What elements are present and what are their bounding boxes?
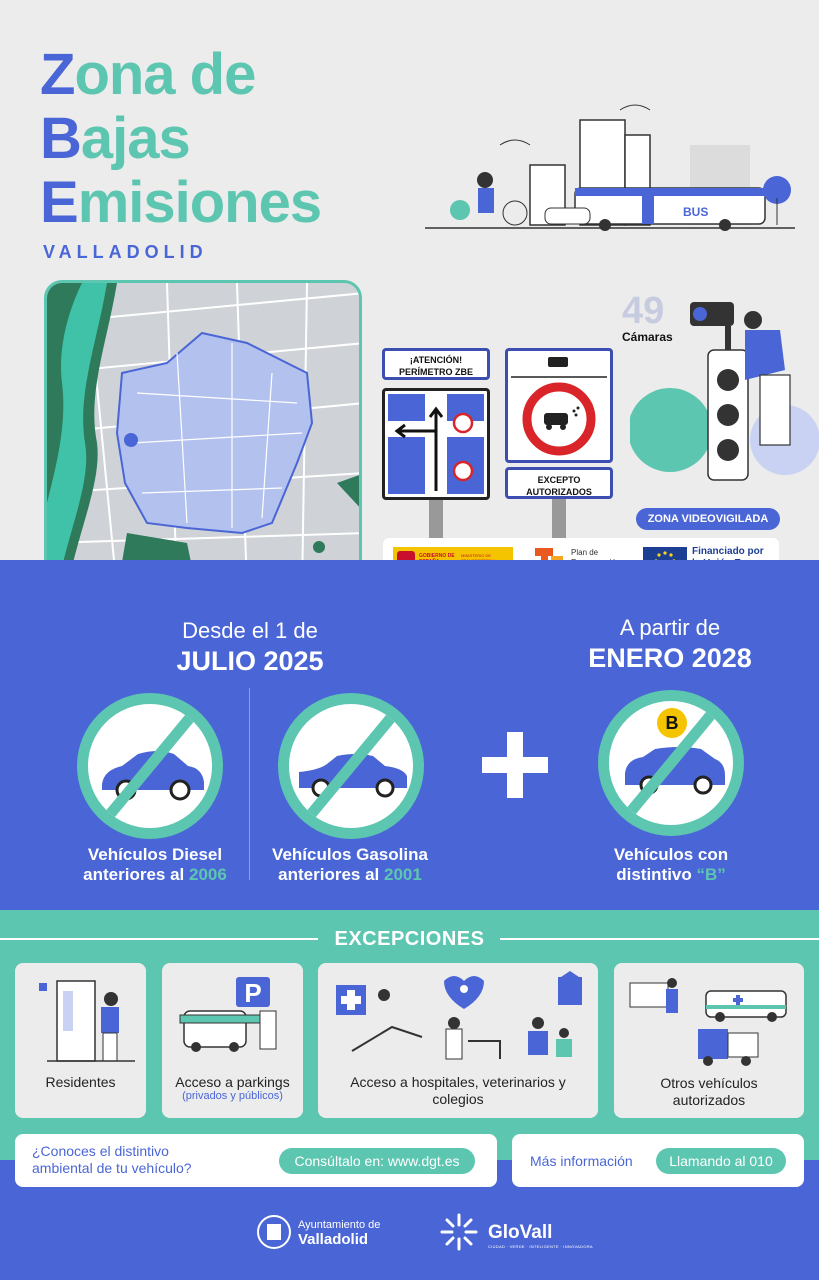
phase-2-heading bbox=[540, 615, 800, 674]
more-info-label: Más información bbox=[530, 1153, 633, 1169]
diesel-prohibited-icon bbox=[77, 693, 223, 839]
prohibited-vehicle-icon bbox=[508, 351, 610, 460]
phase-1-date: JULIO 2025 bbox=[176, 646, 324, 676]
phase-2-intro: A partir de bbox=[619, 615, 721, 640]
resident-door-icon bbox=[37, 977, 137, 1067]
plus-icon bbox=[480, 730, 550, 800]
gasoline-prohibited-icon bbox=[278, 693, 424, 839]
parkings-sublabel: (privados y públicos) bbox=[182, 1090, 283, 1102]
exception-card-parkings bbox=[162, 963, 303, 1118]
zbe-direction-sign bbox=[382, 388, 490, 500]
city-subtitle: VALLADOLID bbox=[43, 242, 208, 262]
city-hall-line1: Ayuntamiento de bbox=[298, 1219, 381, 1231]
title-line-2: Bajas bbox=[40, 106, 190, 171]
bus-label: BUS bbox=[683, 205, 709, 219]
city-crest-icon bbox=[256, 1212, 292, 1252]
distintivo-b-badge: B bbox=[657, 708, 687, 738]
parking-sign-letter: P bbox=[244, 978, 262, 1008]
label-b-caption: Vehículos con distintivo “B” bbox=[613, 845, 729, 884]
phase-2-date: ENERO 2028 bbox=[588, 643, 752, 673]
glovall-tagline: CIUDAD · VERDE · INTELIGENTE · INNOVADORA bbox=[488, 1244, 593, 1249]
parking-barrier-icon bbox=[178, 975, 290, 1055]
authorized-vehicles-icon bbox=[628, 977, 790, 1069]
services-label: Acceso a hospitales, veterinarios y colegios bbox=[350, 1074, 566, 1107]
camera-illustration bbox=[630, 290, 819, 510]
title-line-1: Zona de bbox=[40, 42, 256, 107]
city-bus-illustration bbox=[420, 80, 800, 240]
camera-label: Cámaras bbox=[622, 330, 673, 344]
distintivo-question: ¿Conoces el distintivo ambiental de tu vehículo? bbox=[32, 1143, 192, 1176]
map-graphic bbox=[47, 283, 362, 588]
eu-funding-line1: Financiado por bbox=[692, 546, 764, 557]
city-hall-line2: Valladolid bbox=[298, 1231, 369, 1248]
diesel-label: Vehículos Diesel anteriores al 2006 bbox=[83, 845, 227, 884]
exception-card-residents bbox=[15, 963, 146, 1118]
excepto-autorizados-sign: EXCEPTO AUTORIZADOS bbox=[505, 467, 613, 499]
exception-card-other bbox=[614, 963, 804, 1118]
dgt-info-box bbox=[15, 1134, 497, 1187]
ministerio-text: MINISTERIO DE bbox=[461, 553, 492, 558]
residents-label: Residentes bbox=[45, 1074, 116, 1090]
glovall-sun-icon bbox=[440, 1213, 478, 1251]
videovigilada-badge: ZONA VIDEOVIGILADA bbox=[636, 508, 780, 530]
call-010-link[interactable]: Llamando al 010 bbox=[656, 1148, 786, 1174]
dgt-link[interactable]: Consúltalo en: www.dgt.es bbox=[279, 1148, 475, 1174]
hospital-vet-school-icons bbox=[332, 971, 584, 1063]
zbe-perimeter-sign-header: ¡ATENCIÓN! PERÍMETRO ZBE bbox=[382, 348, 490, 380]
title-line-3: Emisiones bbox=[40, 170, 322, 235]
plan-recuperacion-text: Plan de bbox=[571, 548, 599, 557]
parkings-label: Acceso a parkings bbox=[175, 1074, 290, 1090]
gobierno-text: GOBIERNO DE bbox=[419, 553, 455, 559]
phase-1-intro: Desde el 1 de bbox=[182, 618, 318, 643]
exceptions-title: EXCEPCIONES bbox=[334, 928, 485, 950]
zbe-map bbox=[44, 280, 362, 588]
more-info-box bbox=[512, 1134, 804, 1187]
gasoline-label: Vehículos Gasolina anteriores al 2001 bbox=[272, 845, 428, 884]
camera-count: 49 bbox=[622, 290, 665, 332]
direction-arrows bbox=[385, 391, 487, 497]
glovall-brand: GloVall bbox=[488, 1222, 553, 1243]
no-entry-sign bbox=[505, 348, 613, 463]
other-vehicles-label: Otros vehículos autorizados bbox=[660, 1075, 758, 1108]
exception-card-services bbox=[318, 963, 598, 1118]
phase-1-heading bbox=[120, 618, 380, 677]
